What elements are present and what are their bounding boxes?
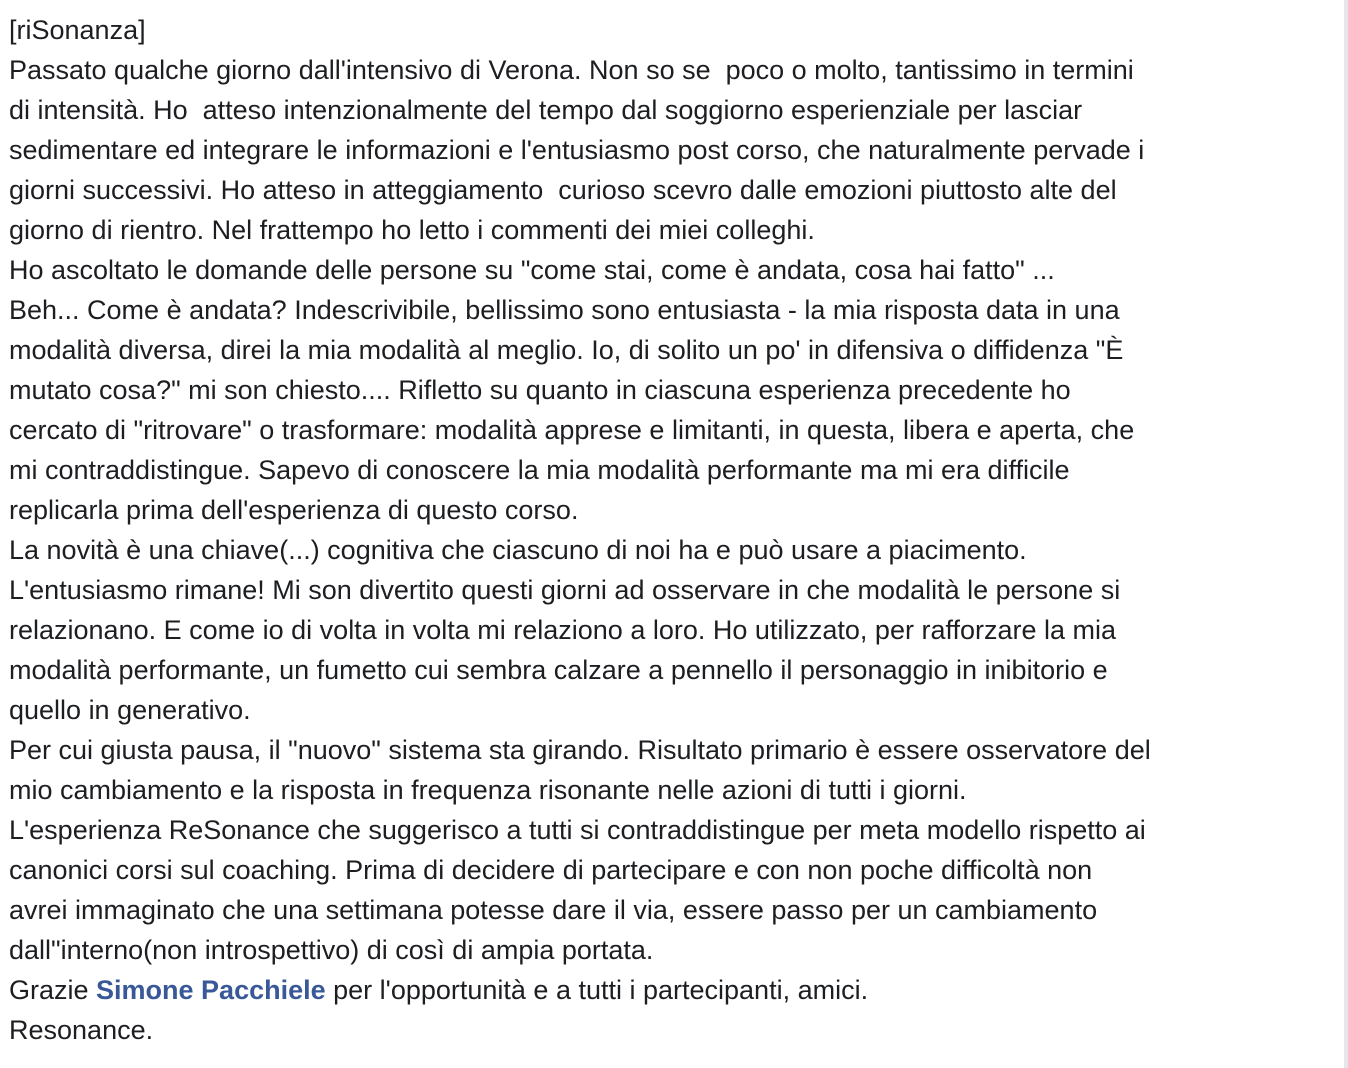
closing-line: Resonance. (9, 1015, 154, 1045)
thanks-suffix: per l'opportunità e a tutti i partecipanti, amici. (325, 975, 869, 1005)
post-text-line: Beh... Come è andata? Indescrivibile, bellissimo sono entusiasta - la mia risposta data in una (9, 295, 1120, 325)
thanks-prefix: Grazie (9, 975, 97, 1005)
post-text-line: replicarla prima dell'esperienza di questo corso. (9, 495, 579, 525)
mention-link-simone-pacchiele[interactable]: Simone Pacchiele (96, 975, 326, 1005)
post-text-line: La novità è una chiave(...) cognitiva che ciascuno di noi ha e può usare a piacimento. (9, 535, 1027, 565)
post-text-line: giorni successivi. Ho atteso in atteggiamento curioso scevro dalle emozioni piuttosto alte del (9, 175, 1117, 205)
panel-edge-divider (1344, 0, 1348, 1068)
thanks-line (9, 970, 1329, 1010)
post-body (9, 10, 1329, 1050)
post-text-line: mutato cosa?" mi son chiesto.... Rifletto su quanto in ciascuna esperienza precedente ho (9, 375, 1071, 405)
post-text-line: [riSonanza] (9, 15, 146, 45)
post-text-line: canonici corsi sul coaching. Prima di decidere di partecipare e con non poche difficoltà non (9, 855, 1093, 885)
post-text-line: modalità performante, un fumetto cui sembra calzare a pennello il personaggio in inibitorio e (9, 655, 1108, 685)
post-text-line: Ho ascoltato le domande delle persone su "come stai, come è andata, cosa hai fatto" ... (9, 255, 1055, 285)
post-text-line: Per cui giusta pausa, il "nuovo" sistema sta girando. Risultato primario è essere osservatore del (9, 735, 1151, 765)
post-text-line: Passato qualche giorno dall'intensivo di Verona. Non so se poco o molto, tantissimo in termini (9, 55, 1134, 85)
post-text-line: avrei immaginato che una settimana potesse dare il via, essere passo per un cambiamento (9, 895, 1098, 925)
post-text-line: giorno di rientro. Nel frattempo ho letto i commenti dei miei colleghi. (9, 215, 815, 245)
post-text-line: quello in generativo. (9, 695, 251, 725)
post-text-line: sedimentare ed integrare le informazioni e l'entusiasmo post corso, che naturalmente pervade i (9, 135, 1145, 165)
post-text-line: relazionano. E come io di volta in volta mi relaziono a loro. Ho utilizzato, per rafforzare la mia (9, 615, 1117, 645)
post-text-line: cercato di "ritrovare" o trasformare: modalità apprese e limitanti, in questa, libera e aperta, che (9, 415, 1135, 445)
post-text-line: modalità diversa, direi la mia modalità al meglio. Io, di solito un po' in difensiva o diffidenza "È (9, 335, 1124, 365)
post-text-line: di intensità. Ho atteso intenzionalmente del tempo dal soggiorno esperienziale per lasciar (9, 95, 1083, 125)
post-text-line: L'entusiasmo rimane! Mi son divertito questi giorni ad osservare in che modalità le persone si (9, 575, 1121, 605)
post-text-line: mio cambiamento e la risposta in frequenza risonante nelle azioni di tutti i giorni. (9, 775, 967, 805)
post-text-line: mi contraddistingue. Sapevo di conoscere la mia modalità performante ma mi era difficile (9, 455, 1070, 485)
post-text-line: dall"interno(non introspettivo) di così di ampia portata. (9, 935, 654, 965)
post-text-line: L'esperienza ReSonance che suggerisco a tutti si contraddistingue per meta modello rispetto ai (9, 815, 1146, 845)
